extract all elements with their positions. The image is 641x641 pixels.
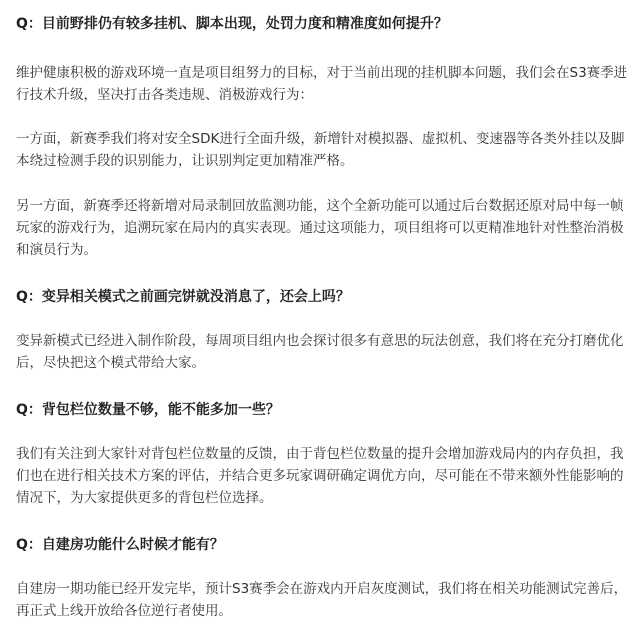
paragraph-line: 一方面，新赛季我们将对安全SDK进行全面升级，新增针对模拟器、虚拟机、变速器等各类外挂以及脚 [16,131,625,147]
answer-paragraph [16,578,628,622]
paragraph-line: 我们有关注到大家针对背包栏位数量的反馈，由于背包栏位数量的提升会增加游戏局内的内存负担，我 [16,446,624,462]
paragraph-line: 本绕过检测手段的识别能力，让识别判定更加精准严格。 [16,153,354,169]
question-heading: Q：自建房功能什么时候才能有？ [16,537,224,553]
paragraph-line: 再正式上线开放给各位逆行者使用。 [16,603,232,619]
paragraph-line: 玩家的游戏行为，追溯玩家在局内的真实表现。通过这项能力，项目组将可以更精准地针对性整治消极 [16,220,624,236]
paragraph-line: 变异新模式已经进入制作阶段，每周项目组内也会探讨很多有意思的玩法创意，我们将在充分打磨优化 [16,333,624,349]
paragraph-line: 另一方面，新赛季还将新增对局录制回放监测功能，这个全新功能可以通过后台数据还原对局中每一帧 [16,198,624,214]
answer-paragraph [16,128,628,172]
paragraph-line: 们也在进行相关技术方案的评估，并结合更多玩家调研确定调优方向，尽可能在不带来额外性能影响的 [16,468,624,484]
paragraph-line: 和演员行为。 [16,242,97,258]
paragraph-line: 情况下，为大家提供更多的背包栏位选择。 [16,490,273,506]
question-heading: Q：背包栏位数量不够，能不能多加一些？ [16,402,280,418]
answer-paragraph [16,195,628,261]
answer-paragraph [16,62,628,106]
question-heading: Q：变异相关模式之前画完饼就没消息了，还会上吗？ [16,289,350,305]
paragraph-line: 自建房一期功能已经开发完毕，预计S3赛季会在游戏内开启灰度测试，我们将在相关功能测试完善后， [16,581,628,597]
answer-paragraph [16,443,628,509]
answer-paragraph [16,330,628,374]
paragraph-line: 后，尽快把这个模式带给大家。 [16,355,205,371]
question-heading: Q：目前野排仍有较多挂机、脚本出现，处罚力度和精准度如何提升？ [16,16,448,32]
paragraph-line: 行技术升级，坚决打击各类违规、消极游戏行为： [16,87,313,103]
paragraph-line: 维护健康积极的游戏环境一直是项目组努力的目标，对于当前出现的挂机脚本问题，我们会在S3赛季进 [16,65,628,81]
